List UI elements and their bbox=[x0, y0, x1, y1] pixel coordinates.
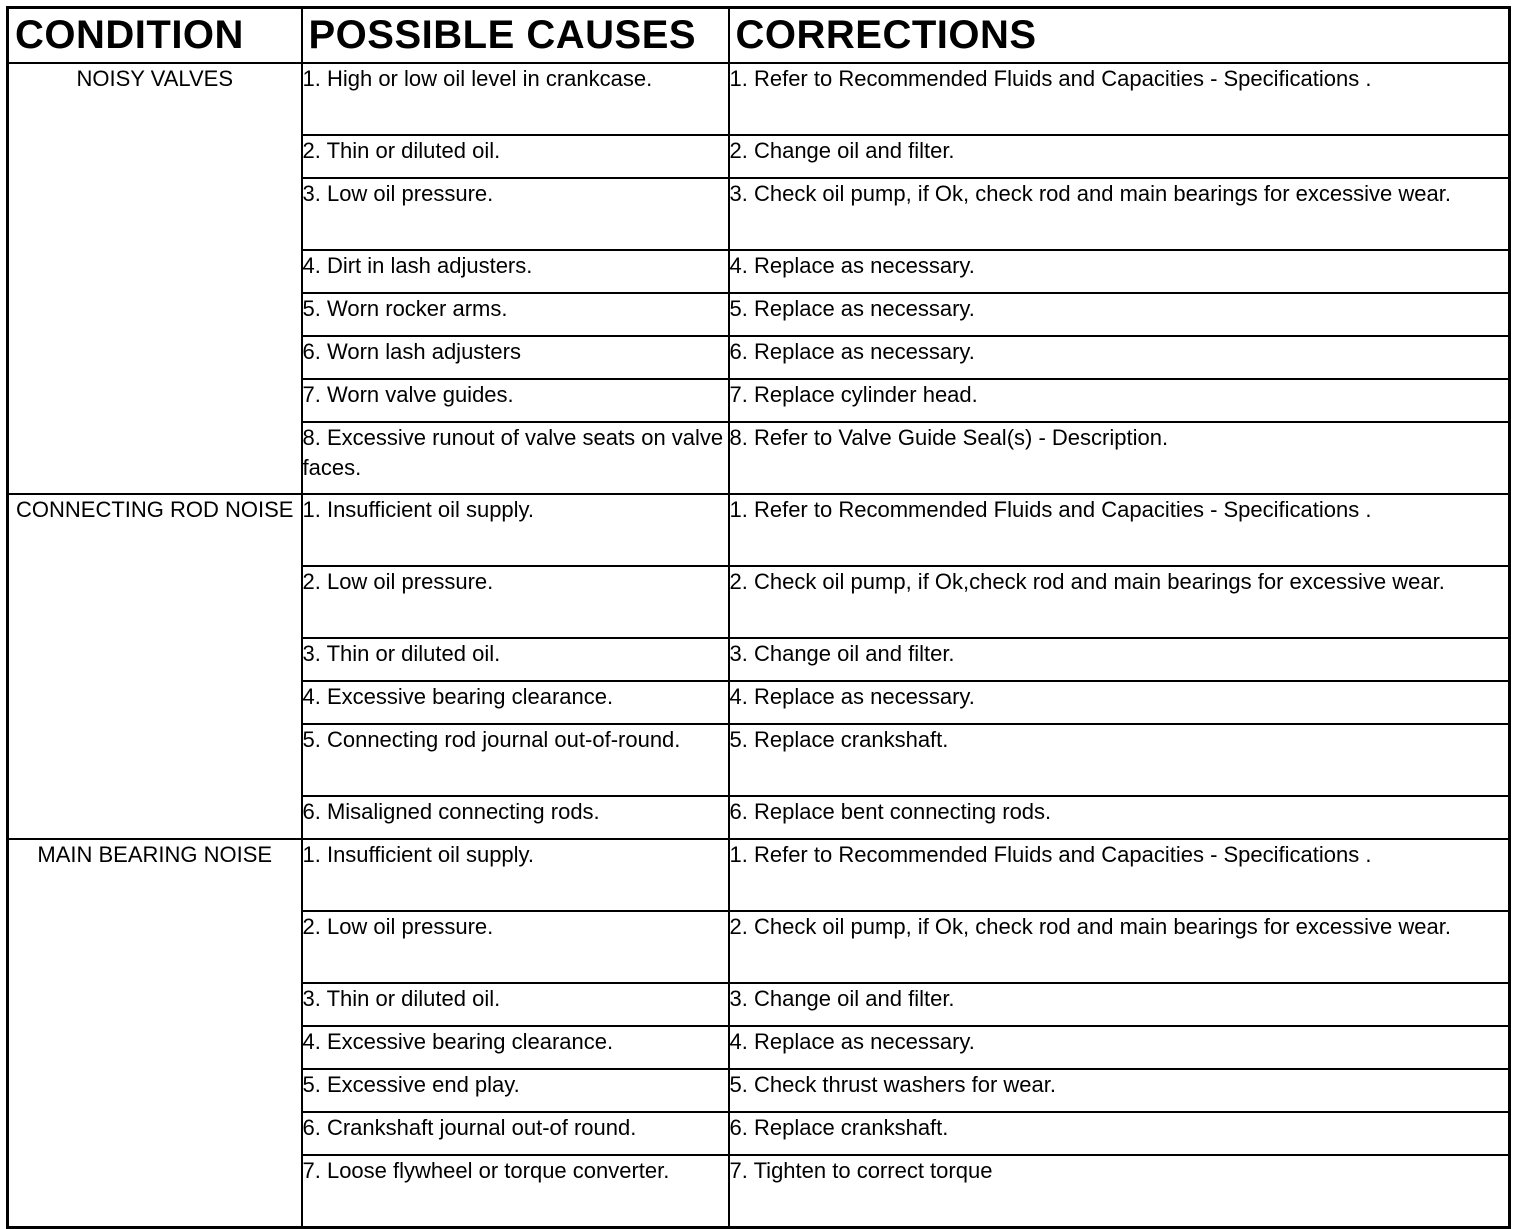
correction-cell: 6. Replace bent connecting rods. bbox=[729, 796, 1510, 839]
table-row bbox=[8, 839, 1510, 911]
cause-cell: 5. Worn rocker arms. bbox=[302, 293, 729, 336]
cause-cell: 5. Excessive end play. bbox=[302, 1069, 729, 1112]
cause-cell: 7. Worn valve guides. bbox=[302, 379, 729, 422]
correction-cell: 4. Replace as necessary. bbox=[729, 250, 1510, 293]
correction-cell: 5. Replace as necessary. bbox=[729, 293, 1510, 336]
causes-header: POSSIBLE CAUSES bbox=[302, 8, 729, 64]
correction-cell: 1. Refer to Recommended Fluids and Capacities - Specifications . bbox=[729, 494, 1510, 566]
cause-cell: 4. Excessive bearing clearance. bbox=[302, 1026, 729, 1069]
condition-header: CONDITION bbox=[8, 8, 302, 64]
cause-cell: 4. Excessive bearing clearance. bbox=[302, 681, 729, 724]
cause-cell: 6. Worn lash adjusters bbox=[302, 336, 729, 379]
table-row bbox=[8, 494, 1510, 566]
condition-cell: CONNECTING ROD NOISE bbox=[8, 494, 302, 839]
condition-cell: MAIN BEARING NOISE bbox=[8, 839, 302, 1227]
cause-cell: 6. Crankshaft journal out-of round. bbox=[302, 1112, 729, 1155]
header-row bbox=[8, 8, 1510, 64]
cause-cell: 3. Low oil pressure. bbox=[302, 178, 729, 250]
correction-cell: 3. Change oil and filter. bbox=[729, 638, 1510, 681]
correction-cell: 7. Tighten to correct torque bbox=[729, 1155, 1510, 1227]
correction-cell: 2. Change oil and filter. bbox=[729, 135, 1510, 178]
correction-cell: 6. Replace as necessary. bbox=[729, 336, 1510, 379]
cause-cell: 2. Low oil pressure. bbox=[302, 911, 729, 983]
cause-cell: 1. High or low oil level in crankcase. bbox=[302, 63, 729, 135]
diagnosis-table bbox=[6, 6, 1511, 1229]
cause-cell: 2. Low oil pressure. bbox=[302, 566, 729, 638]
correction-cell: 8. Refer to Valve Guide Seal(s) - Description. bbox=[729, 422, 1510, 494]
correction-cell: 4. Replace as necessary. bbox=[729, 681, 1510, 724]
correction-cell: 3. Check oil pump, if Ok, check rod and main bearings for excessive wear. bbox=[729, 178, 1510, 250]
correction-cell: 1. Refer to Recommended Fluids and Capacities - Specifications . bbox=[729, 839, 1510, 911]
correction-cell: 4. Replace as necessary. bbox=[729, 1026, 1510, 1069]
cause-cell: 6. Misaligned connecting rods. bbox=[302, 796, 729, 839]
correction-cell: 6. Replace crankshaft. bbox=[729, 1112, 1510, 1155]
correction-cell: 5. Replace crankshaft. bbox=[729, 724, 1510, 796]
cause-cell: 1. Insufficient oil supply. bbox=[302, 494, 729, 566]
correction-cell: 2. Check oil pump, if Ok, check rod and main bearings for excessive wear. bbox=[729, 911, 1510, 983]
correction-cell: 3. Change oil and filter. bbox=[729, 983, 1510, 1026]
corrections-header: CORRECTIONS bbox=[729, 8, 1510, 64]
condition-cell: NOISY VALVES bbox=[8, 63, 302, 494]
cause-cell: 7. Loose flywheel or torque converter. bbox=[302, 1155, 729, 1227]
table-row bbox=[8, 63, 1510, 135]
cause-cell: 5. Connecting rod journal out-of-round. bbox=[302, 724, 729, 796]
cause-cell: 3. Thin or diluted oil. bbox=[302, 638, 729, 681]
cause-cell: 2. Thin or diluted oil. bbox=[302, 135, 729, 178]
correction-cell: 2. Check oil pump, if Ok,check rod and main bearings for excessive wear. bbox=[729, 566, 1510, 638]
cause-cell: 3. Thin or diluted oil. bbox=[302, 983, 729, 1026]
correction-cell: 1. Refer to Recommended Fluids and Capacities - Specifications . bbox=[729, 63, 1510, 135]
cause-cell: 4. Dirt in lash adjusters. bbox=[302, 250, 729, 293]
cause-cell: 1. Insufficient oil supply. bbox=[302, 839, 729, 911]
cause-cell: 8. Excessive runout of valve seats on valve faces. bbox=[302, 422, 729, 494]
correction-cell: 5. Check thrust washers for wear. bbox=[729, 1069, 1510, 1112]
correction-cell: 7. Replace cylinder head. bbox=[729, 379, 1510, 422]
